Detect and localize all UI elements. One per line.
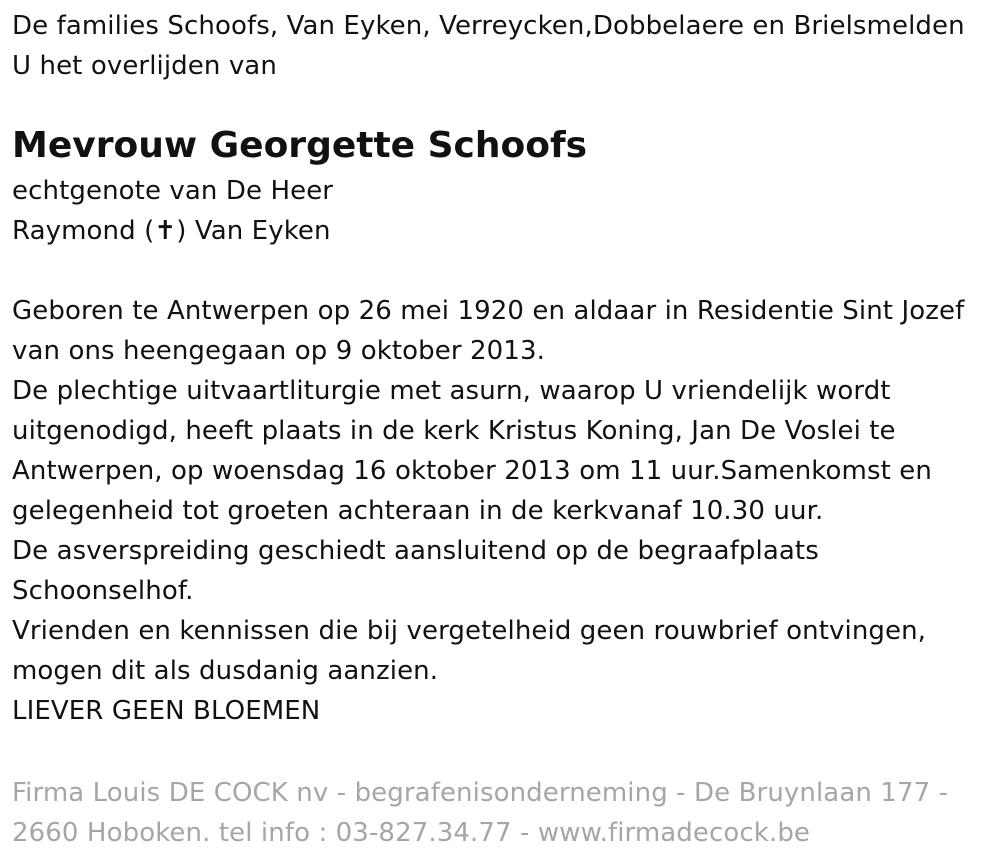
body-line: van ons heengegaan op 9 oktober 2013. <box>12 336 545 366</box>
body-line: Geboren te Antwerpen op 26 mei 1920 en aldaar in Residentie Sint Jozef <box>12 296 965 326</box>
footer-line: Firma Louis DE COCK nv - begrafenisonderneming - De Bruynlaan 177 - <box>12 778 949 808</box>
intro-line: U het overlijden van <box>12 51 277 81</box>
body-line: mogen dit als dusdanig aanzien. <box>12 656 439 686</box>
funeral-home-footer <box>12 773 1000 853</box>
body-line: De asverspreiding geschiedt aansluitend op de begraafplaats <box>12 536 819 566</box>
spouse-line: echtgenote van De Heer <box>12 176 334 206</box>
intro-line: De families Schoofs, Van Eyken, Verreycken,Dobbelaere en Brielsmelden <box>12 11 965 41</box>
notice-body <box>12 291 1000 731</box>
body-line: Schoonselhof. <box>12 576 194 606</box>
footer-line: 2660 Hoboken. tel info : 03-827.34.77 - www.firmadecock.be <box>12 818 811 848</box>
spouse-block <box>12 171 1000 251</box>
deceased-name: Mevrouw Georgette Schoofs <box>12 125 588 166</box>
body-line: Vrienden en kennissen die bij vergetelheid geen rouwbrief ontvingen, <box>12 616 927 646</box>
spouse-line: Raymond (✝) Van Eyken <box>12 216 331 246</box>
body-line: uitgenodigd, heeft plaats in de kerk Kristus Koning, Jan De Voslei te <box>12 416 896 446</box>
body-line: De plechtige uitvaartliturgie met asurn, waarop U vriendelijk wordt <box>12 376 891 406</box>
intro-block <box>12 6 1000 86</box>
body-line: Antwerpen, op woensdag 16 oktober 2013 om 11 uur.Samenkomst en <box>12 456 932 486</box>
no-flowers-notice: LIEVER GEEN BLOEMEN <box>12 696 321 726</box>
body-line: gelegenheid tot groeten achteraan in de kerkvanaf 10.30 uur. <box>12 496 824 526</box>
